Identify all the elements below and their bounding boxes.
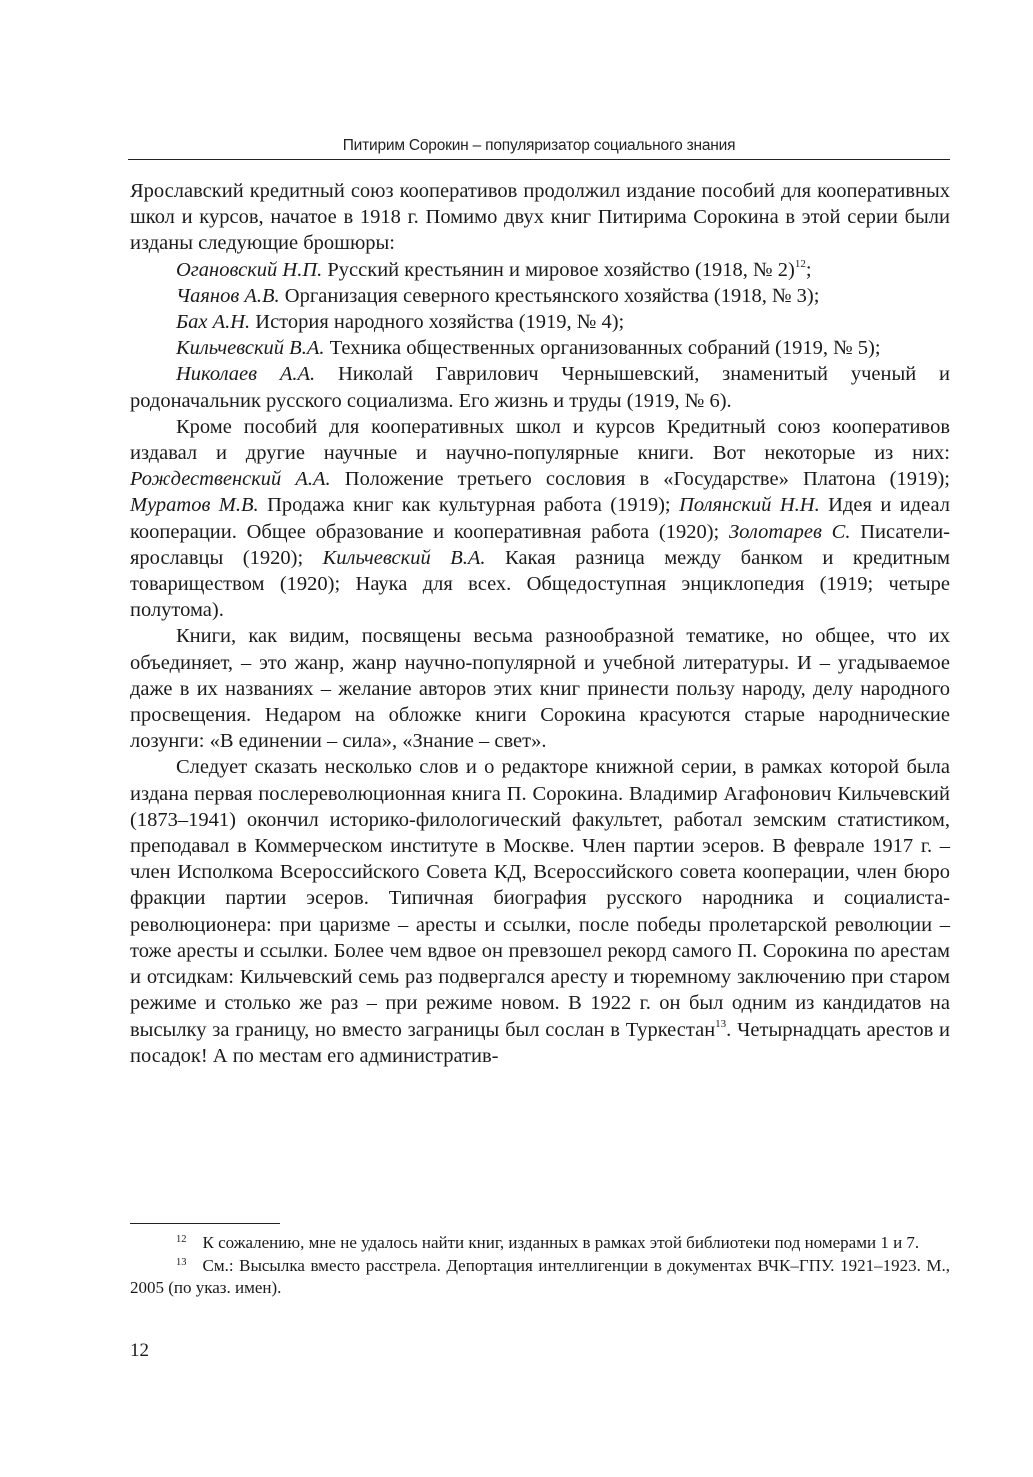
paragraph-editor: Следует сказать несколько слов и о редакторе книжной серии, в рамках которой была издана первая послереволюционная книга П. Сорокина. Владимир Агафонович Кильчевский (1873–1941) окончил историко-филологический факультет, работал земским статистиком, преподавал в Коммерческом институте в Москве. Член партии эсеров. В феврале 1917 г. – член Исполкома Всероссийского Совета КД, Всероссийского совета кооперации, член бюро фракции партии эсеров. Типичная биография русского народника и социалиста-революционера: при царизме – аресты и ссылки, после победы пролетарской революции – тоже аресты и ссылки. Более чем вдвое он превзошел рекорд самого П. Сорокина по арестам и отсидкам: Кильчевский семь раз подвергался аресту и тюремному заключению при старом режиме и столько же раз – при режиме новом. В 1922 г. он был одним из кандидатов на высылку за границу, но вместо заграницы был сослан в Туркестан$^{13}$. Четырнадцать арестов и посадок! А по местам его административ-: [130, 756, 950, 1067]
author-name: Муратов М.В.: [130, 494, 259, 517]
footnote-number: 12: [176, 1234, 187, 1245]
list-item: Огановский Н.П. Русский крестьянин и мировое хозяйство (1918, № 2)$^{12}$;: [176, 257, 812, 281]
footnote-number: 13: [176, 1256, 187, 1268]
footnotes: [130, 1232, 950, 1300]
list-item: Бах А.Н. История народного хозяйства (1919, № 4);: [176, 311, 625, 334]
list-item: Кильчевский В.А. Техника общественных организованных собраний (1919, № 5);: [176, 337, 881, 360]
author-name: Полянский Н.Н.: [679, 494, 820, 517]
author-name: Огановский Н.П.: [176, 258, 323, 281]
author-name: Рождественский А.А.: [130, 468, 331, 491]
body-text: [130, 178, 950, 1069]
paragraph-other-books: Кроме пособий для кооперативных школ и курсов Кредитный союз кооперативов издавал и другие научные и научно-популярные книги. Вот некоторые из них: Рождественский А.А. Положение третьего сословия в «Государстве» Платона (1919); Муратов М.В. Продажа книг как культурная работа (1919); Полянский Н.Н. Идея и идеал кооперации. Общее образование и кооперативная работа (1920); Золотарев С. Писатели-ярославцы (1920); Кильчевский В.А. Какая разница между банком и кредитным товариществом (1920); Наука для всех. Общедоступная энциклопедия (1919; четыре полутома).: [130, 415, 951, 622]
paragraph-intro: Ярославский кредитный союз кооперативов продолжил издание пособий для кооперативных школ и курсов, начатое в 1918 г. Помимо двух книг Питирима Сорокина в этой серии были изданы следующие брошюры:: [130, 180, 950, 255]
footnote: $^{12}$ К сожалению, мне не удалось найти книг, изданных в рамках этой библиотеки под номерами 1 и 7.: [176, 1233, 920, 1252]
header-rule: [128, 159, 950, 160]
author-name: Кильчевский В.А.: [322, 546, 486, 569]
author-name: Николаев А.А.: [176, 363, 316, 386]
list-item: Николаев А.А. Николай Гаврилович Чернышевский, знаменитый ученый и родоначальник русского социализма. Его жизнь и труды (1919, № 6).: [130, 363, 950, 412]
running-head: Питирим Сорокин – популяризатор социального знания: [342, 137, 736, 154]
author-name: Бах А.Н.: [176, 311, 251, 334]
author-name: Кильчевский В.А.: [176, 337, 325, 360]
author-name: Золотарев С.: [729, 520, 851, 543]
footnote-rule: [130, 1223, 280, 1224]
list-item: Чаянов А.В. Организация северного крестьянского хозяйства (1918, № 3);: [176, 284, 820, 307]
page-number: 12: [130, 1340, 149, 1361]
footnote: $^{13}$ См.: Высылка вместо расстрела. Депортация интеллигенции в документах ВЧК–ГПУ. 1921–1923. М., 2005 (по указ. имен).: [130, 1255, 950, 1297]
footnote-ref[interactable]: 12: [794, 257, 806, 270]
author-name: Чаянов А.В.: [176, 284, 280, 307]
footnote-ref[interactable]: 13: [715, 1017, 727, 1030]
paragraph-genre: Книги, как видим, посвящены весьма разнообразной тематике, но общее, что их объединяет, – это жанр, жанр научно-популярной и учебной литературы. И – угадываемое даже в их названиях – желание авторов этих книг принести пользу народу, делу народного просвещения. Недаром на обложке книги Сорокина красуются старые народнические лозунги: «В единении – сила», «Знание – свет».: [130, 625, 950, 753]
